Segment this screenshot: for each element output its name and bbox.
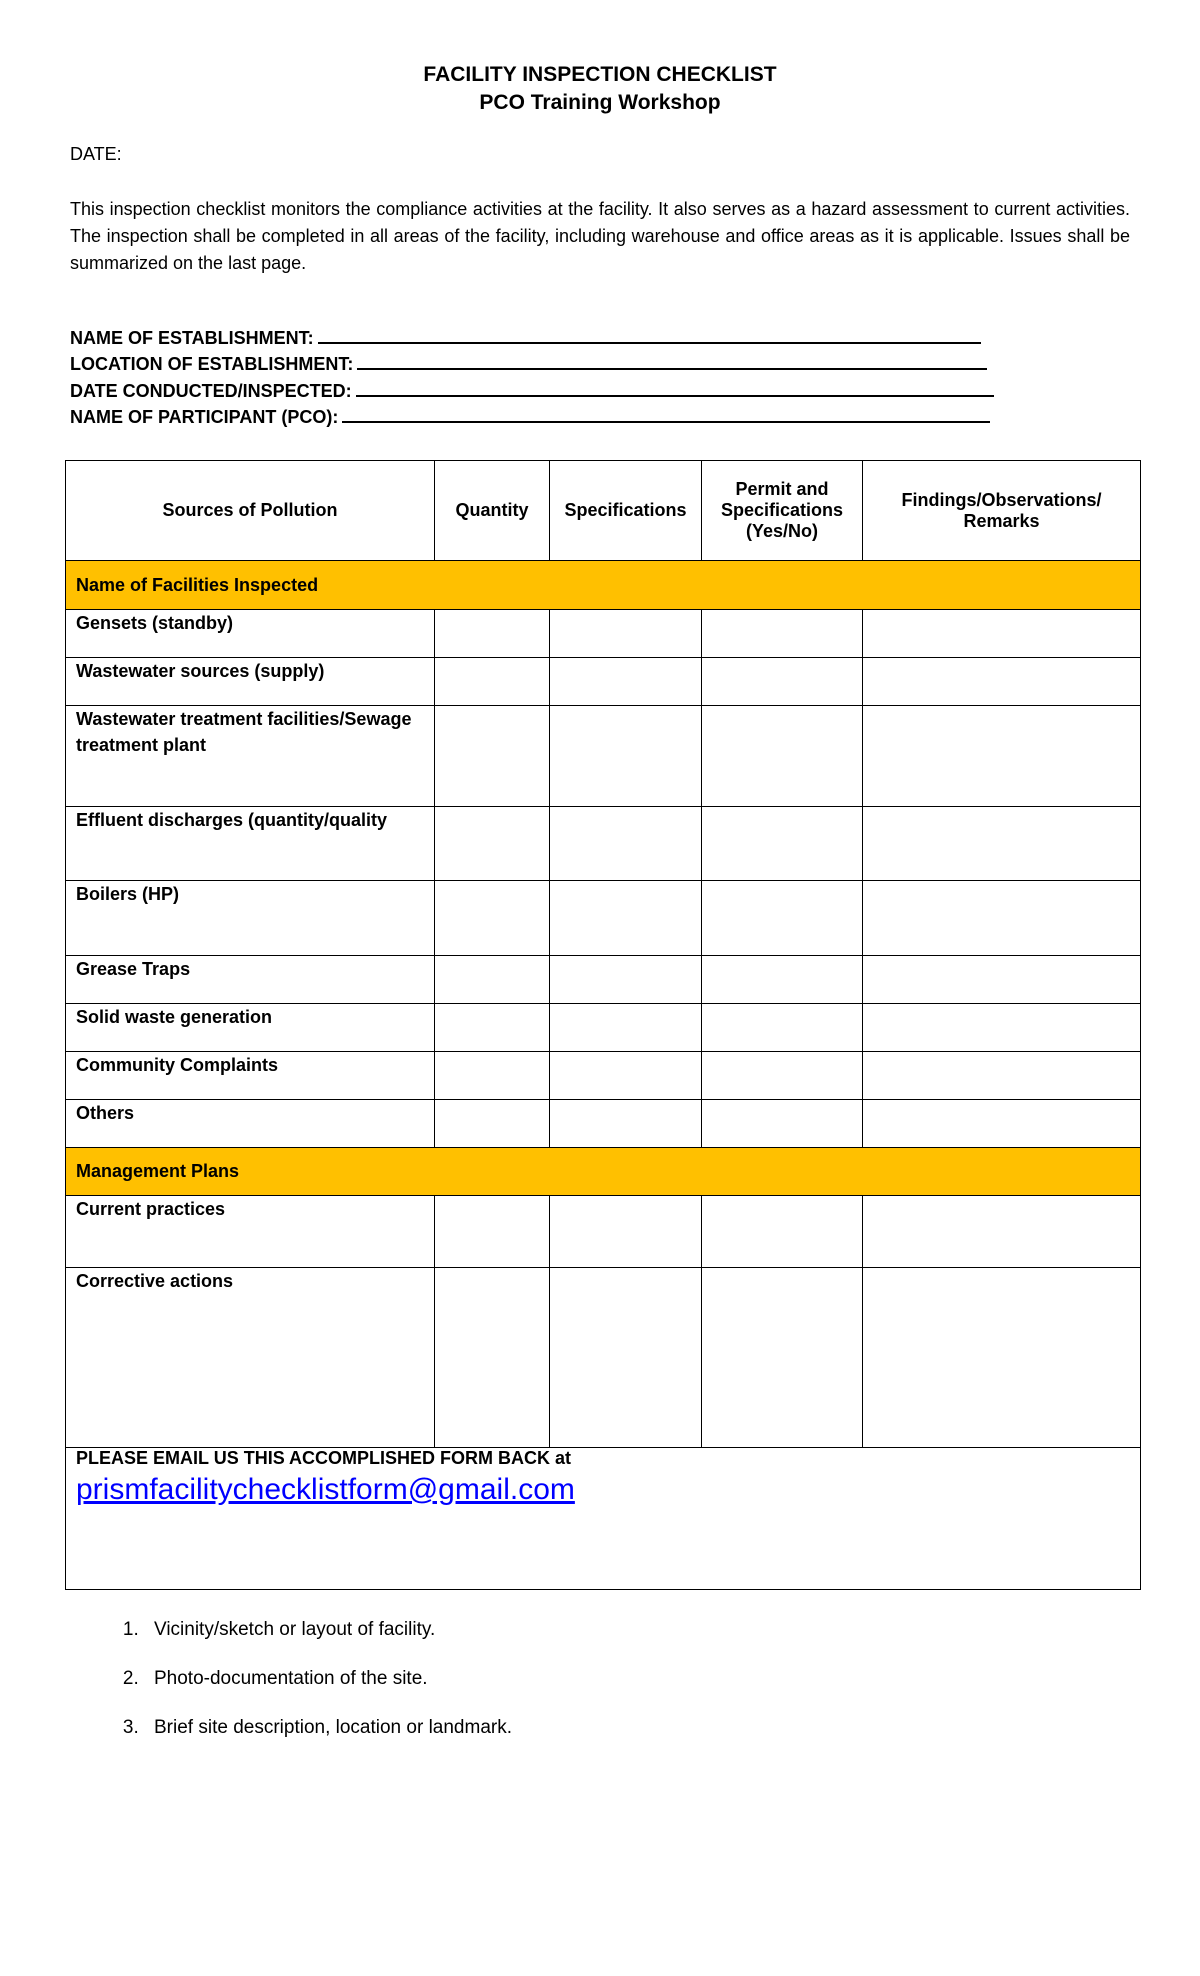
email-instruction: PLEASE EMAIL US THIS ACCOMPLISHED FORM BACK at: [76, 1448, 572, 1468]
col-header-permit: Permit and Specifications (Yes/No): [702, 461, 863, 561]
cell-permit[interactable]: [702, 1268, 863, 1448]
cell-quantity[interactable]: [435, 706, 550, 807]
cell-specifications[interactable]: [550, 1196, 702, 1268]
email-footer: [66, 1448, 1141, 1590]
document-subtitle: PCO Training Workshop: [479, 91, 721, 114]
cell-permit[interactable]: [702, 658, 863, 706]
cell-specifications[interactable]: [550, 1268, 702, 1448]
cell-specifications[interactable]: [550, 1004, 702, 1052]
field-label: NAME OF ESTABLISHMENT:: [70, 328, 314, 348]
cell-findings[interactable]: [863, 1004, 1141, 1052]
table-header-row: [66, 461, 1141, 561]
email-link[interactable]: prismfacilitychecklistform@gmail.com: [76, 1473, 575, 1506]
cell-specifications[interactable]: [550, 1052, 702, 1100]
cell-findings[interactable]: [863, 956, 1141, 1004]
list-item: 3. Brief site description, location or landmark.: [144, 1716, 512, 1740]
row-label: Community Complaints: [66, 1052, 435, 1100]
cell-findings[interactable]: [863, 807, 1141, 881]
attachment-list: [70, 1618, 512, 1765]
table-row: [66, 610, 1141, 658]
field-label: LOCATION OF ESTABLISHMENT:: [70, 354, 354, 374]
cell-permit[interactable]: [702, 1100, 863, 1148]
row-label: Others: [66, 1100, 435, 1148]
cell-specifications[interactable]: [550, 706, 702, 807]
table-row: [66, 1268, 1141, 1448]
document-title: FACILITY INSPECTION CHECKLIST: [423, 63, 777, 86]
footer-row: [66, 1448, 1141, 1590]
cell-quantity[interactable]: [435, 1100, 550, 1148]
field-participant-name: [70, 403, 990, 430]
cell-specifications[interactable]: [550, 956, 702, 1004]
table-row: [66, 881, 1141, 956]
list-item: 1. Vicinity/sketch or layout of facility.: [144, 1618, 512, 1642]
section-row-facilities: [66, 561, 1141, 610]
row-label: Wastewater treatment facilities/Sewage treatment plant: [66, 706, 435, 807]
cell-findings[interactable]: [863, 1052, 1141, 1100]
date-conducted-line[interactable]: [356, 377, 994, 397]
cell-findings[interactable]: [863, 1100, 1141, 1148]
cell-permit[interactable]: [702, 706, 863, 807]
cell-specifications[interactable]: [550, 658, 702, 706]
establishment-name-line[interactable]: [318, 324, 981, 344]
table-row: [66, 1052, 1141, 1100]
field-label: NAME OF PARTICIPANT (PCO):: [70, 407, 339, 427]
cell-permit[interactable]: [702, 807, 863, 881]
cell-findings[interactable]: [863, 1268, 1141, 1448]
cell-quantity[interactable]: [435, 1004, 550, 1052]
cell-findings[interactable]: [863, 1196, 1141, 1268]
table-row: [66, 1196, 1141, 1268]
field-label: DATE CONDUCTED/INSPECTED:: [70, 381, 352, 401]
row-label: Grease Traps: [66, 956, 435, 1004]
cell-specifications[interactable]: [550, 881, 702, 956]
field-date-conducted: [70, 377, 994, 404]
table-row: [66, 956, 1141, 1004]
field-establishment-location: [70, 350, 987, 377]
cell-permit[interactable]: [702, 610, 863, 658]
section-label: Name of Facilities Inspected: [66, 561, 1141, 610]
row-label: Gensets (standby): [66, 610, 435, 658]
cell-permit[interactable]: [702, 1052, 863, 1100]
cell-quantity[interactable]: [435, 610, 550, 658]
cell-quantity[interactable]: [435, 1052, 550, 1100]
cell-specifications[interactable]: [550, 807, 702, 881]
cell-quantity[interactable]: [435, 658, 550, 706]
cell-findings[interactable]: [863, 881, 1141, 956]
cell-findings[interactable]: [863, 706, 1141, 807]
cell-specifications[interactable]: [550, 610, 702, 658]
row-label: Corrective actions: [66, 1268, 435, 1448]
cell-permit[interactable]: [702, 1004, 863, 1052]
participant-name-line[interactable]: [342, 403, 990, 423]
section-row-management: [66, 1148, 1141, 1196]
table-row: [66, 807, 1141, 881]
intro-paragraph: This inspection checklist monitors the compliance activities at the facility. It also serves as a hazard assessment to current activities. The inspection shall be completed in all areas of the facility, including warehouse and office areas as it is applicable. Issues shall be summarized on the last page.: [70, 199, 1130, 273]
cell-quantity[interactable]: [435, 1268, 550, 1448]
inspection-table: [65, 460, 1141, 1590]
cell-findings[interactable]: [863, 658, 1141, 706]
cell-quantity[interactable]: [435, 956, 550, 1004]
row-label: Solid waste generation: [66, 1004, 435, 1052]
table-row: [66, 1100, 1141, 1148]
table-row: [66, 658, 1141, 706]
cell-permit[interactable]: [702, 956, 863, 1004]
list-item: 2. Photo-documentation of the site.: [144, 1667, 512, 1691]
col-header-findings: Findings/Observations/ Remarks: [863, 461, 1141, 561]
date-label: DATE:: [70, 144, 122, 164]
row-label: Boilers (HP): [66, 881, 435, 956]
cell-quantity[interactable]: [435, 1196, 550, 1268]
field-establishment-name: [70, 324, 981, 351]
cell-quantity[interactable]: [435, 881, 550, 956]
cell-findings[interactable]: [863, 610, 1141, 658]
cell-permit[interactable]: [702, 881, 863, 956]
table-row: [66, 706, 1141, 807]
row-label: Current practices: [66, 1196, 435, 1268]
row-label: Effluent discharges (quantity/quality: [66, 807, 435, 881]
table-row: [66, 1004, 1141, 1052]
col-header-sources: Sources of Pollution: [66, 461, 435, 561]
col-header-quantity: Quantity: [435, 461, 550, 561]
cell-specifications[interactable]: [550, 1100, 702, 1148]
section-label: Management Plans: [66, 1148, 1141, 1196]
row-label: Wastewater sources (supply): [66, 658, 435, 706]
col-header-specifications: Specifications: [550, 461, 702, 561]
cell-quantity[interactable]: [435, 807, 550, 881]
cell-permit[interactable]: [702, 1196, 863, 1268]
establishment-location-line[interactable]: [357, 350, 987, 370]
